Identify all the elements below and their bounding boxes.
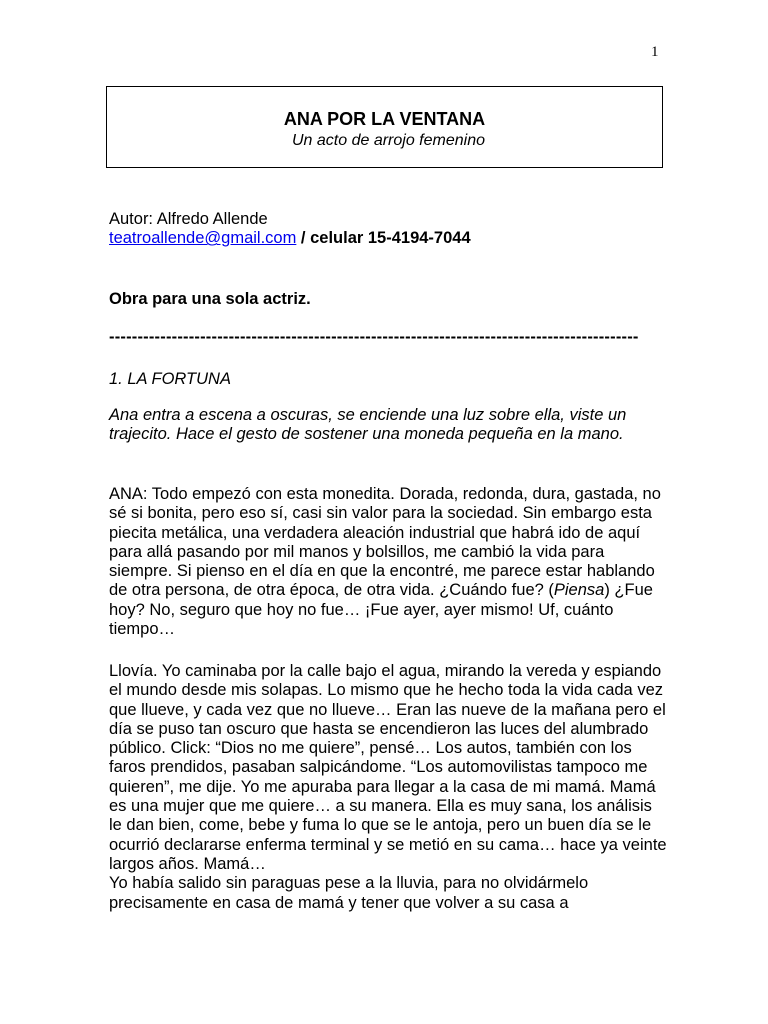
paragraph-1-text-b: ) ¿Fue hoy? No, seguro que hoy no fue… ¡Fue ayer, ayer mismo! Uf, cuánto tiempo… [109, 581, 653, 639]
play-title: ANA POR LA VENTANA [283, 109, 486, 129]
section-title: 1. LA FORTUNA [109, 370, 231, 388]
author-block [109, 210, 669, 249]
stage-direction: Ana entra a escena a oscuras, se enciende una luz sobre ella, viste un trajecito. Hace el gesto de sostener una moneda pequeña en la mano. [109, 406, 627, 444]
separator-line: --------------------------------------------------------------------------------------------- [109, 328, 639, 346]
play-subtitle: Un acto de arrojo femenino [292, 132, 485, 149]
contact-line [109, 229, 669, 248]
page-number: 1 [651, 44, 659, 60]
obra-line: Obra para una sola actriz. [109, 290, 311, 308]
phone-number: / celular 15-4194-7044 [296, 229, 471, 248]
email-link[interactable]: teatroallende@gmail.com [109, 229, 297, 248]
title-box [106, 86, 663, 168]
paragraph-2-text: Llovía. Yo caminaba por la calle bajo el agua, mirando la vereda y espiando el mundo desde mis solapas. Lo mismo que he hecho toda la vida cada vez que llueve, y cada vez que no llueve… Eran las nueve de la mañana pero el día se puso tan oscuro que hasta se encendieron las luces del alumbrado público. Click: “Dios no me quiere”, pensé… Los autos, también con los faros prendidos, pasaban salpicándome. “Los automovilistas tampoco me quieren”, me dije. Yo me apuraba para llegar a la casa de mi mamá. Mamá es una mujer que me quiere… a su manera. Ella es muy sana, los análisis le dan bien, come, bebe y fuma lo que se le antoja, pero un buen día se le ocurrió declararse enferma terminal y se metió en su cama… hace ya veinte largos años. Mamá… [109, 662, 667, 873]
paragraph-1 [109, 485, 669, 639]
paragraph-1-italic: Piensa [553, 581, 605, 600]
paragraph-3-text: Yo había salido sin paraguas pese a la lluvia, para no olvidármelo precisamente en casa de mamá y tener que volver a su casa a [109, 874, 589, 912]
paragraph-2 [109, 662, 669, 913]
author-name: Autor: Alfredo Allende [109, 210, 268, 228]
paragraph-1-text-a: ANA: Todo empezó con esta monedita. Dorada, redonda, dura, gastada, no sé si bonita, pero eso sí, casi sin valor para la sociedad. Sin embargo esta piecita metálica, una verdadera aleación industrial que habrá ido de aquí para allá pasando por mil manos y bolsillos, me cambió la vida para siempre. Si pienso en el día en que la encontré, me parece estar hablando de otra persona, de otra época, de otra vida. ¿Cuándo fue? ( [109, 485, 661, 600]
